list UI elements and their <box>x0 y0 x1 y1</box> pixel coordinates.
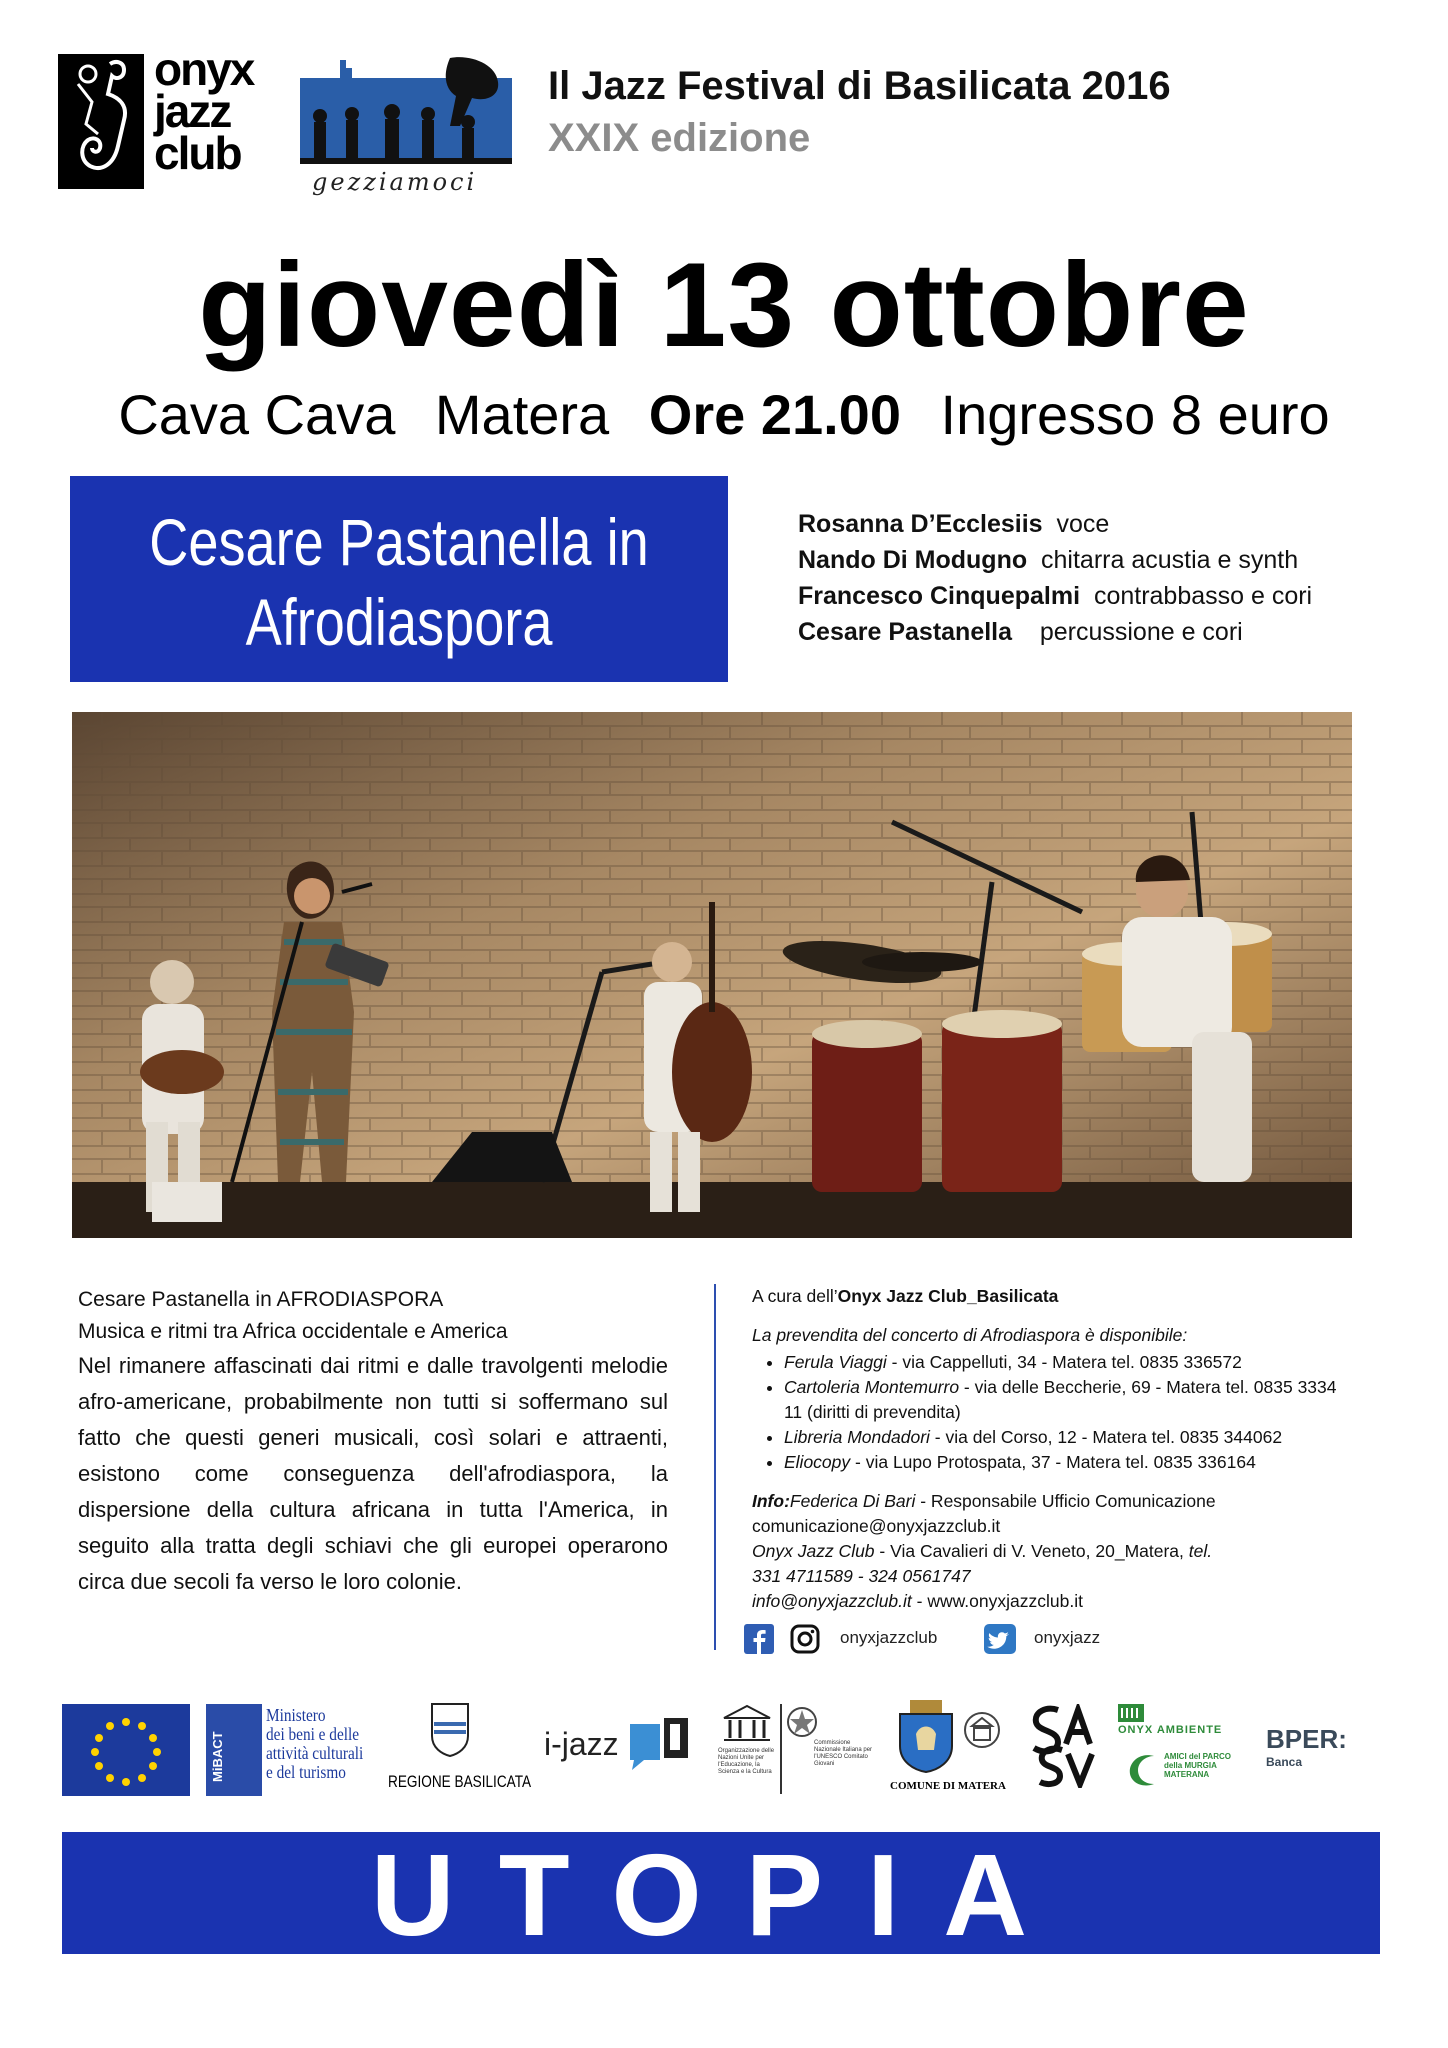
mibact-text: Ministero dei beni e delle attività culturali e del turismo <box>266 1705 364 1782</box>
curated-by: A cura dell’Onyx Jazz Club_Basilicata <box>752 1286 1059 1306</box>
club-contacts <box>752 1589 1352 1614</box>
member-name: Cesare Pastanella <box>798 618 1013 646</box>
column-divider <box>714 1284 716 1650</box>
event-ticket: Ingresso 8 euro <box>940 383 1330 446</box>
event-venue: Cava Cava <box>118 383 396 446</box>
comune-text: COMUNE DI MATERA <box>890 1780 1006 1792</box>
event-date: giovedì 13 ottobre <box>198 238 1250 372</box>
social-handle-facebook-instagram[interactable]: onyxjazzclub <box>840 1628 938 1647</box>
amici-parco-text: AMICI del PARCO della MURGIA MATERANA <box>1164 1752 1231 1779</box>
lineup-item <box>798 578 1312 614</box>
presale-intro: La prevendita del concerto di Afrodiaspora è disponibile: <box>752 1325 1188 1345</box>
unesco-logo <box>718 1704 878 1796</box>
club-tel: tel. 331 4711589 - 324 0561747 <box>752 1541 1213 1586</box>
outlet-name: Cartoleria Montemurro <box>784 1377 960 1397</box>
outlet-item: • Eliocopy - via Lupo Protospata, 37 - Matera tel. 0835 336164 <box>784 1450 1352 1475</box>
member-role: percussione e cori <box>1039 618 1243 646</box>
member-name: Rosanna D’Ecclesiis <box>798 510 1043 538</box>
social-handle-twitter[interactable]: onyxjazz <box>1034 1628 1101 1647</box>
utopia-text: UTOPIA <box>370 1830 1072 1960</box>
member-role: voce <box>1056 510 1110 538</box>
gezziamoci-logo <box>300 56 512 196</box>
regione-basilicata-logo <box>372 1702 532 1798</box>
member-name: Francesco Cinquepalmi <box>798 582 1081 610</box>
band-title-box <box>70 476 728 682</box>
event-time: Ore 21.00 <box>648 383 901 446</box>
utopia-banner <box>62 1830 1380 1960</box>
contact-name: Federica Di Bari <box>789 1491 916 1511</box>
info-column <box>752 1284 1352 1614</box>
outlet-name: Eliocopy <box>784 1452 851 1472</box>
club-website[interactable]: - www.onyxjazzclub.it <box>911 1591 1083 1611</box>
contact-info: Info:Federica Di Bari - Responsabile Ufficio Comunicazione <box>752 1491 1216 1511</box>
sassi-logo <box>1026 1704 1096 1788</box>
concert-description <box>78 1284 668 1600</box>
presale-outlets <box>752 1350 1352 1475</box>
club-email[interactable]: info@onyxjazzclub.it <box>752 1591 912 1611</box>
onyx-logo-text: onyx jazz club <box>154 43 254 179</box>
club-name: Onyx Jazz Club <box>752 1541 875 1561</box>
event-city: Matera <box>434 383 610 446</box>
outlet-item: • Ferula Viaggi - via Cappelluti, 34 - Matera tel. 0835 336572 <box>784 1350 1352 1375</box>
lineup-item <box>798 506 1312 542</box>
onyx-jazz-club-logo <box>58 43 272 189</box>
commissione-text: Commissione Nazionale Italiana per l'UNESCO Comitato Giovani <box>814 1740 873 1767</box>
festival-edition: XXIX edizione <box>548 116 811 160</box>
mibact-logo <box>206 1704 366 1796</box>
saxophone-player-icon <box>58 54 144 189</box>
contact-email[interactable]: comunicazione@onyxjazzclub.it <box>752 1516 1001 1536</box>
description-title: Cesare Pastanella in AFRODIASPORA <box>78 1288 444 1311</box>
event-details <box>0 380 1448 450</box>
bper-text: BPER: <box>1266 1724 1347 1754</box>
lineup-item <box>798 614 1312 650</box>
outlet-item: • Cartoleria Montemurro - via delle Beccherie, 69 - Matera tel. 0835 3334 11 (diritti di prevendita) <box>784 1375 1352 1425</box>
onyx-ambiente-logo <box>1118 1704 1238 1796</box>
regione-text: REGIONE BASILICATA <box>388 1772 532 1791</box>
member-name: Nando Di Modugno <box>798 546 1028 574</box>
outlet-name: Ferula Viaggi <box>784 1352 887 1372</box>
description-subtitle: Musica e ritmi tra Africa occidentale e America <box>78 1320 508 1343</box>
outlet-name: Libreria Mondadori <box>784 1427 930 1447</box>
outlet-item: • Libreria Mondadori - via del Corso, 12 - Matera tel. 0835 344062 <box>784 1425 1352 1450</box>
instagram-icon[interactable] <box>790 1624 820 1659</box>
bper-sub-text: Banca <box>1266 1755 1303 1769</box>
member-role: contrabbasso e cori <box>1093 582 1313 610</box>
mibact-mark <box>206 1704 262 1796</box>
lineup-item <box>798 542 1312 578</box>
comune-di-matera-logo <box>888 1700 1008 1798</box>
unesco-text: Organizzazione delle Nazioni Unite per l'Educazione, la Scienza e la Cultura <box>718 1748 775 1775</box>
band-title-line2: Afrodiaspora <box>245 585 553 659</box>
club-address: Onyx Jazz Club - Via Cavalieri di V. Veneto, 20_Matera, tel. 331 4711589 - 324 0561747 <box>752 1541 1213 1586</box>
facebook-icon[interactable] <box>744 1624 774 1659</box>
member-role: chitarra acustia e synth <box>1041 546 1299 574</box>
i-jazz-logo <box>544 1716 694 1776</box>
twitter-icon[interactable] <box>984 1624 1016 1659</box>
i-jazz-text: i-jazz <box>544 1726 619 1762</box>
bper-banca-logo <box>1266 1724 1346 1784</box>
gezziamoci-logo-text: gezziamoci <box>312 168 478 196</box>
festival-title: Il Jazz Festival di Basilicata 2016 <box>548 64 1171 108</box>
band-lineup <box>798 506 1312 650</box>
eu-flag-logo <box>62 1704 190 1796</box>
mibact-side-text: MiBACT <box>210 1731 225 1782</box>
concert-photo <box>72 712 1352 1238</box>
unesco-divider <box>780 1704 782 1794</box>
description-body: Nel rimanere affascinati dai ritmi e dalle travolgenti melodie afro-americane, probabilmente non tutti si soffermano sul fatto che questi generi musicali, così solari e attraenti, esistono come conseguenza dell'afrodiaspora, la dispersione della cultura africana in tutta l'America, in seguito alla tratta degli schiavi che gli europei operarono circa due secoli fa verso le loro colonie. <box>78 1353 668 1594</box>
band-title <box>129 502 669 662</box>
onyx-ambiente-text: ONYX AMBIENTE <box>1118 1724 1223 1736</box>
band-title-line1: Cesare Pastanella in <box>149 505 649 579</box>
curated-by-name: Onyx Jazz Club_Basilicata <box>837 1286 1059 1306</box>
